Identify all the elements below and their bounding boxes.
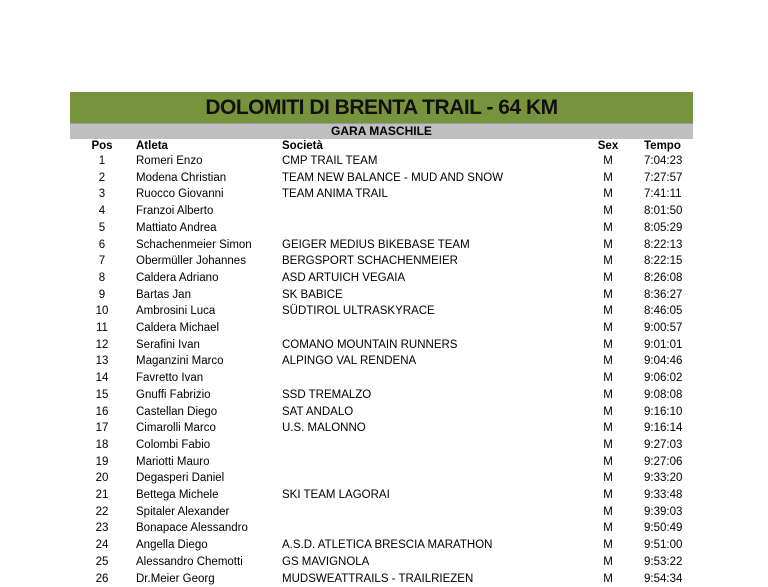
table-row xyxy=(70,220,695,237)
cell-tempo: 8:05:29 xyxy=(644,221,683,234)
cell-atleta: Caldera Adriano xyxy=(136,271,219,284)
cell-atleta: Cimarolli Marco xyxy=(136,422,216,435)
cell-societa xyxy=(282,470,572,487)
cell-societa: A.S.D. ATLETICA BRESCIA MARATHON xyxy=(282,539,493,552)
cell-tempo: 9:00:57 xyxy=(644,322,683,335)
cell-sex: M xyxy=(603,455,613,468)
cell-sex: M xyxy=(603,205,613,218)
table-row xyxy=(70,186,695,203)
cell-pos: 25 xyxy=(95,555,109,568)
cell-societa: SKI TEAM LAGORAI xyxy=(282,489,390,502)
results-body xyxy=(70,153,695,587)
cell-societa: BERGSPORT SCHACHENMEIER xyxy=(282,255,458,268)
cell-societa xyxy=(282,504,572,521)
cell-sex: M xyxy=(603,188,613,201)
cell-tempo: 7:41:11 xyxy=(644,188,682,201)
cell-atleta: Degasperi Daniel xyxy=(136,472,225,485)
cell-societa: ASD ARTUICH VEGAIA xyxy=(282,271,406,284)
table-row xyxy=(70,387,695,404)
cell-tempo: 9:53:22 xyxy=(644,555,683,568)
table-row xyxy=(70,437,695,454)
cell-atleta: Gnuffi Fabrizio xyxy=(136,388,211,401)
table-row xyxy=(70,320,695,337)
table-row xyxy=(70,370,695,387)
cell-pos: 10 xyxy=(95,305,109,318)
cell-sex: M xyxy=(603,472,613,485)
cell-sex: M xyxy=(603,255,613,268)
cell-societa: U.S. MALONNO xyxy=(282,422,366,435)
cell-tempo: 8:22:15 xyxy=(644,255,683,268)
cell-atleta: Colombi Fabio xyxy=(136,438,211,451)
table-row xyxy=(70,504,695,521)
table-row xyxy=(70,353,695,370)
table-row xyxy=(70,404,695,421)
cell-tempo: 9:04:46 xyxy=(644,355,683,368)
cell-pos: 2 xyxy=(98,171,106,184)
cell-atleta: Caldera Michael xyxy=(136,322,220,335)
cell-pos: 1 xyxy=(98,155,106,167)
cell-societa xyxy=(282,220,572,237)
cell-atleta: Castellan Diego xyxy=(136,405,218,418)
header-atleta: Atleta xyxy=(136,140,168,152)
cell-atleta: Dr.Meier Georg xyxy=(136,572,215,585)
cell-atleta: Angella Diego xyxy=(136,539,208,552)
cell-tempo: 7:04:23 xyxy=(644,155,683,167)
cell-societa: CMP TRAIL TEAM xyxy=(282,155,378,167)
cell-tempo: 9:01:01 xyxy=(644,338,683,351)
cell-atleta: Favretto Ivan xyxy=(136,372,204,385)
cell-sex: M xyxy=(603,489,613,502)
cell-pos: 9 xyxy=(98,288,106,301)
results-sheet xyxy=(70,92,693,587)
cell-pos: 19 xyxy=(95,455,109,468)
cell-societa xyxy=(282,320,572,337)
cell-tempo: 9:51:00 xyxy=(644,539,683,552)
table-row xyxy=(70,537,695,554)
table-header-row xyxy=(70,139,695,153)
cell-pos: 4 xyxy=(98,205,106,218)
cell-atleta: Bartas Jan xyxy=(136,288,191,301)
cell-tempo: 9:39:03 xyxy=(644,505,683,518)
cell-sex: M xyxy=(603,338,613,351)
cell-societa: SK BABICE xyxy=(282,288,343,301)
cell-tempo: 9:27:06 xyxy=(644,455,683,468)
cell-tempo: 8:22:13 xyxy=(644,238,683,251)
cell-sex: M xyxy=(603,221,613,234)
cell-tempo: 8:01:50 xyxy=(644,205,683,218)
cell-tempo: 9:06:02 xyxy=(644,372,683,385)
cell-sex: M xyxy=(603,355,613,368)
cell-atleta: Modena Christian xyxy=(136,171,227,184)
table-row xyxy=(70,170,695,187)
cell-atleta: Bettega Michele xyxy=(136,489,219,502)
cell-pos: 6 xyxy=(98,238,106,251)
table-row xyxy=(70,454,695,471)
cell-societa xyxy=(282,203,572,220)
cell-pos: 22 xyxy=(95,505,109,518)
cell-tempo: 8:36:27 xyxy=(644,288,683,301)
cell-atleta: Serafini Ivan xyxy=(136,338,200,351)
cell-sex: M xyxy=(603,305,613,318)
cell-tempo: 9:27:03 xyxy=(644,438,683,451)
cell-pos: 20 xyxy=(95,472,109,485)
table-row xyxy=(70,571,695,587)
cell-tempo: 9:33:48 xyxy=(644,489,683,502)
cell-societa: ALPINGO VAL RENDENA xyxy=(282,355,417,368)
cell-atleta: Mariotti Mauro xyxy=(136,455,210,468)
cell-sex: M xyxy=(603,372,613,385)
cell-pos: 13 xyxy=(95,355,109,368)
table-row xyxy=(70,270,695,287)
cell-pos: 14 xyxy=(95,372,109,385)
race-category: GARA MASCHILE xyxy=(70,123,693,139)
cell-pos: 12 xyxy=(95,338,109,351)
cell-pos: 16 xyxy=(95,405,109,418)
cell-atleta: Spitaler Alexander xyxy=(136,505,230,518)
header-societa: Società xyxy=(282,140,323,152)
table-row xyxy=(70,520,695,537)
cell-pos: 18 xyxy=(95,438,109,451)
table-row xyxy=(70,203,695,220)
cell-sex: M xyxy=(603,271,613,284)
table-row xyxy=(70,237,695,254)
cell-societa: TEAM NEW BALANCE - MUD AND SNOW xyxy=(282,171,504,184)
cell-sex: M xyxy=(603,288,613,301)
table-row xyxy=(70,287,695,304)
cell-sex: M xyxy=(603,539,613,552)
cell-pos: 26 xyxy=(95,572,109,585)
cell-sex: M xyxy=(603,505,613,518)
cell-societa: GEIGER MEDIUS BIKEBASE TEAM xyxy=(282,238,470,251)
table-row xyxy=(70,487,695,504)
cell-pos: 17 xyxy=(95,422,109,435)
cell-atleta: Franzoi Alberto xyxy=(136,205,214,218)
cell-societa xyxy=(282,520,572,537)
cell-sex: M xyxy=(603,155,613,167)
cell-tempo: 9:54:34 xyxy=(644,572,683,585)
cell-tempo: 9:33:20 xyxy=(644,472,683,485)
header-pos: Pos xyxy=(91,140,113,152)
cell-atleta: Bonapace Alessandro xyxy=(136,522,248,535)
table-row xyxy=(70,337,695,354)
cell-tempo: 9:16:10 xyxy=(644,405,683,418)
header-sex: Sex xyxy=(597,140,619,152)
cell-societa: GS MAVIGNOLA xyxy=(282,555,370,568)
table-row xyxy=(70,470,695,487)
cell-tempo: 9:08:08 xyxy=(644,388,683,401)
cell-sex: M xyxy=(603,171,613,184)
cell-societa xyxy=(282,370,572,387)
cell-pos: 11 xyxy=(96,322,108,335)
table-row xyxy=(70,420,695,437)
cell-atleta: Ruocco Giovanni xyxy=(136,188,224,201)
cell-tempo: 9:16:14 xyxy=(644,422,683,435)
cell-atleta: Romeri Enzo xyxy=(136,155,203,167)
cell-atleta: Mattiato Andrea xyxy=(136,221,217,234)
cell-tempo: 7:27:57 xyxy=(644,171,683,184)
cell-tempo: 8:26:08 xyxy=(644,271,683,284)
cell-pos: 21 xyxy=(95,489,109,502)
cell-sex: M xyxy=(603,438,613,451)
cell-atleta: Ambrosini Luca xyxy=(136,305,216,318)
cell-pos: 15 xyxy=(95,388,109,401)
cell-societa xyxy=(282,454,572,471)
cell-sex: M xyxy=(603,422,613,435)
header-tempo: Tempo xyxy=(644,140,681,152)
cell-societa: SSD TREMALZO xyxy=(282,388,372,401)
cell-atleta: Obermüller Johannes xyxy=(136,255,246,268)
cell-pos: 23 xyxy=(95,522,109,535)
cell-pos: 24 xyxy=(95,539,109,552)
cell-pos: 5 xyxy=(98,221,106,234)
cell-sex: M xyxy=(603,522,613,535)
table-row xyxy=(70,153,695,170)
race-title: DOLOMITI DI BRENTA TRAIL - 64 KM xyxy=(70,92,693,123)
cell-sex: M xyxy=(603,405,613,418)
cell-societa xyxy=(282,437,572,454)
cell-pos: 8 xyxy=(98,271,106,284)
cell-tempo: 8:46:05 xyxy=(644,305,683,318)
table-row xyxy=(70,303,695,320)
cell-pos: 3 xyxy=(98,188,106,201)
cell-sex: M xyxy=(603,572,613,585)
cell-societa: TEAM ANIMA TRAIL xyxy=(282,188,388,201)
cell-sex: M xyxy=(603,388,613,401)
cell-societa: MUDSWEATTRAILS - TRAILRIEZEN xyxy=(282,572,474,585)
cell-societa: SÜDTIROL ULTRASKYRACE xyxy=(282,305,435,318)
cell-atleta: Alessandro Chemotti xyxy=(136,555,243,568)
cell-atleta: Schachenmeier Simon xyxy=(136,238,252,251)
table-row xyxy=(70,554,695,571)
cell-societa: SAT ANDALO xyxy=(282,405,354,418)
results-table xyxy=(70,139,695,587)
cell-sex: M xyxy=(603,322,613,335)
cell-sex: M xyxy=(603,555,613,568)
table-row xyxy=(70,253,695,270)
cell-tempo: 9:50:49 xyxy=(644,522,683,535)
cell-pos: 7 xyxy=(98,255,106,268)
cell-sex: M xyxy=(603,238,613,251)
cell-societa: COMANO MOUNTAIN RUNNERS xyxy=(282,338,458,351)
cell-atleta: Maganzini Marco xyxy=(136,355,224,368)
